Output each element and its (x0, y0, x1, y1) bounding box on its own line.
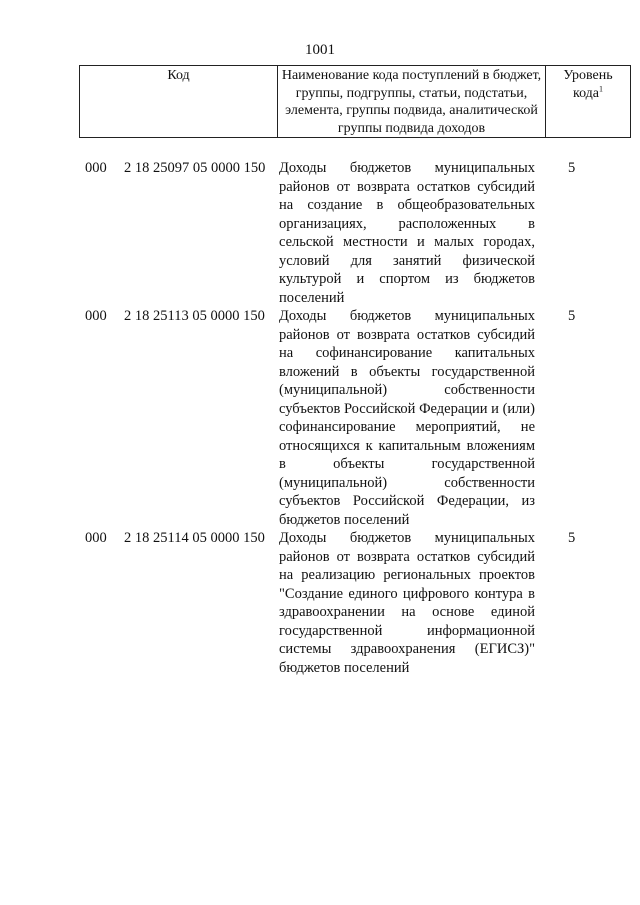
header-code-label: Код (167, 68, 190, 83)
header-name-cell (278, 66, 546, 138)
page-number: 1001 (305, 42, 335, 58)
table-row (80, 307, 610, 529)
row-income-code: 2 18 25113 05 0000 150 (124, 308, 265, 324)
footnote-marker: 1 (599, 83, 604, 93)
row-code-level: 5 (568, 308, 576, 324)
row-group-code: 000 (85, 530, 107, 546)
row-code-level: 5 (568, 160, 576, 176)
row-income-code: 2 18 25097 05 0000 150 (124, 160, 266, 176)
header-code-cell (80, 66, 278, 138)
row-group-code: 000 (85, 308, 107, 324)
row-income-code: 2 18 25114 05 0000 150 (124, 530, 265, 546)
table-row (80, 159, 610, 307)
header-level-label: Уровень кода (563, 68, 613, 101)
table-body (80, 159, 610, 677)
table-row (80, 529, 610, 677)
row-group-code: 000 (85, 160, 107, 176)
row-income-name: Доходы бюджетов муниципальных районов от возврата остатков субсидий на реализацию региональных проектов "Создание единого цифрового контура в здравоохранении на основе единой государственной информационной системы здравоохранения (ЕГИСЗ)" бюджетов поселений (279, 530, 535, 676)
header-name-label: Наименование кода поступлений в бюджет, группы, подгруппы, статьи, подстатьи, элемента, группы подвида, аналитической группы подвида доходов (281, 68, 542, 136)
table-header (79, 65, 631, 138)
row-income-name: Доходы бюджетов муниципальных районов от возврата остатков субсидий на создание в общеобразовательных организациях, расположенных в сельской местности и малых городах, условий для занятий физической культурой и спортом из бюджетов поселений (279, 160, 535, 306)
row-income-name: Доходы бюджетов муниципальных районов от возврата остатков субсидий на софинансирование капитальных вложений в объекты государственной (муниципальной) собственности субъектов Российской Федерации и (или) софинансирование мероприятий, не относящихся к капитальным вложениям в объекты государственной (муниципальной) собственности субъектов Российской Федерации, из бюджетов поселений (279, 308, 535, 528)
row-code-level: 5 (568, 530, 576, 546)
header-level-cell (546, 66, 631, 138)
